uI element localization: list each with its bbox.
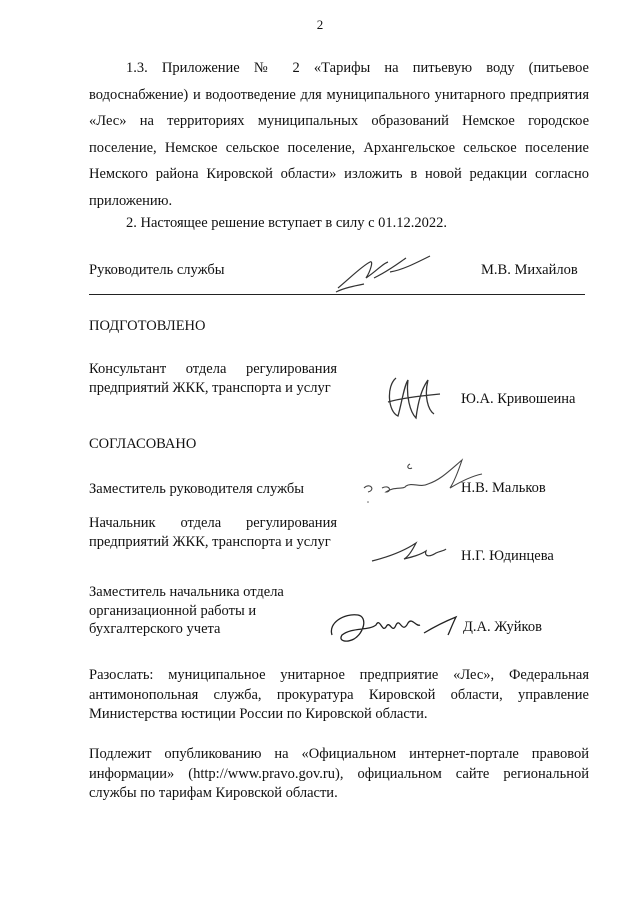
head-title: Руководитель службы [89,262,225,278]
agreed-heading: СОГЛАСОВАНО [89,436,197,452]
signer-2-position: Начальник отдела регулирования предприятий ЖКК, транспорта и услуг [89,515,337,550]
prepared-name: Ю.А. Кривошеина [461,391,576,407]
clause-2: 2. Настоящее решение вступает в силу с 01.12.2022. [126,215,448,231]
divider-line [89,294,585,295]
prepared-heading: ПОДГОТОВЛЕНО [89,318,206,334]
signer-2-signature [368,537,448,567]
head-name: М.В. Михайлов [481,262,578,278]
signer-3-name: Д.А. Жуйков [463,619,542,635]
prepared-position: Консультант отдела регулирования предприятий ЖКК, транспорта и услуг [89,361,337,396]
prepared-signature [378,372,448,422]
signer-1-position: Заместитель руководителя службы [89,481,305,497]
signer-3-position: Заместитель начальника отдела организационной работы и бухгалтерского учета [89,584,284,637]
publication-note: Подлежит опубликованию на «Официальном интернет-портале правовой информации» (http://www.pravo.gov.ru), официальном сайте региональной службы по тарифам Кировской области. [89,746,589,801]
head-signature [330,248,460,294]
clause-1-3: 1.3. Приложение № 2 «Тарифы на питьевую воду (питьевое водоснабжение) и водоотведение для муниципального унитарного предприятия «Лес» на территориях муниципальных образований Немское городское поселение, Немское сельское поселение, Архангельское сельское поселение Немского района Кировской области» изложить в новой редакции согласно приложению. [89,60,589,209]
signer-2-name: Н.Г. Юдинцева [461,548,554,564]
distribution-list: Разослать: муниципальное унитарное предприятие «Лес», Федеральная антимонопольная служба, прокуратура Кировской области, управление Министерства юстиции России по Кировской области. [89,667,589,722]
signer-3-signature [324,605,464,647]
signer-1-name: Н.В. Мальков [461,480,546,496]
page-number: 2 [316,17,324,32]
